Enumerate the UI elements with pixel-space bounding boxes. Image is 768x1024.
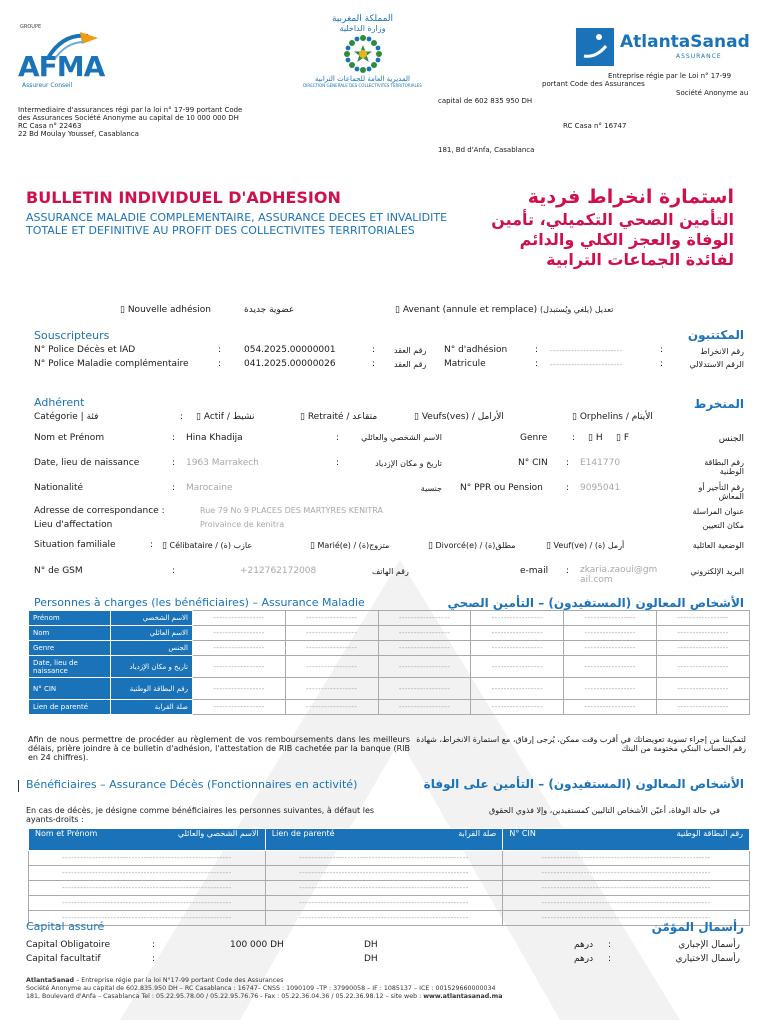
afma-legal-line: 22 Bd Moulay Youssef, Casablanca <box>18 130 139 138</box>
atlantasanad-sub: ASSURANCE <box>676 53 722 60</box>
checkbox-icon[interactable]: ▯ <box>120 305 125 315</box>
matricule-label: Matricule <box>444 359 486 369</box>
adherent-title-ar: المنخرط <box>693 397 744 411</box>
afma-logo <box>18 24 108 90</box>
beneficiaires-cell[interactable]: -------------------------------------------------------- <box>503 911 750 926</box>
charges-cell[interactable]: ----------------- <box>285 641 378 656</box>
footer-brand: AtlantaSanad <box>26 977 75 984</box>
afma-legal-info <box>18 106 288 138</box>
beneficiaires-cell[interactable]: -------------------------------------------------------- <box>265 896 503 911</box>
atlanta-legal-6: 181, Bd d'Anfa, Casablanca <box>438 146 535 154</box>
colon: : <box>172 458 176 468</box>
afma-groupe-label: GROUPE <box>20 24 42 30</box>
charges-row-label-ar: تاريخ و مكان الإزدياد <box>111 656 193 678</box>
charges-cell[interactable]: ----------------- <box>564 656 657 678</box>
charges-row <box>29 678 750 700</box>
genre-label: Genre <box>520 433 548 443</box>
affectation-label: Lieu d'affectation <box>34 520 113 530</box>
souscripteurs-title: Souscripteurs <box>34 329 110 342</box>
checkbox-icon[interactable]: ▯ <box>162 541 167 551</box>
beneficiaires-title: Bénéficiaires – Assurance Décès (Fonctionnaires en activité) <box>26 778 358 791</box>
afma-legal-line: RC Casa n° 22463 <box>18 122 82 130</box>
categorie-retraite-option[interactable] <box>300 412 377 422</box>
ministry-ar-line2: وزارة الداخلية <box>339 24 386 33</box>
charges-row-label: Lien de parenté <box>29 700 111 715</box>
adresse-ar: عنوان المراسلة <box>692 507 744 516</box>
charges-title-ar: الأشخاص المعالون (المستفيدون) – التأمين الصحي <box>447 596 744 610</box>
marie-label: Marié(e) / (ة)متزوج <box>317 541 390 550</box>
ppr-value[interactable]: 9095041 <box>580 483 621 493</box>
colon: : <box>180 412 184 422</box>
footer <box>26 977 746 1001</box>
checkbox-icon[interactable]: ▯ <box>395 305 400 315</box>
charges-cell[interactable]: ----------------- <box>471 626 564 641</box>
checkbox-icon[interactable]: ▯ <box>572 412 577 422</box>
capital-facult-dirham: درهم <box>574 954 594 964</box>
colon: : <box>608 954 612 964</box>
charges-cell[interactable]: ----------------- <box>378 678 471 700</box>
celibataire-label: Célibataire / (ة) عازب <box>169 541 253 550</box>
naissance-label: Date, lieu de naissance <box>34 458 140 468</box>
beneficiaires-cell[interactable]: -------------------------------------------------------- <box>265 851 503 866</box>
charges-cell[interactable]: ----------------- <box>285 700 378 715</box>
section-marker <box>18 780 19 792</box>
charges-row-label: Genre <box>29 641 111 656</box>
charges-row-label-ar: الاسم العائلي <box>111 626 193 641</box>
charges-cell[interactable]: ----------------- <box>193 626 286 641</box>
subtitle-ar: التأمين الصحي التكميلي، تأمين الوفاة والعجز الكلي والدائم لفائدة الجماعات الترابية <box>491 210 734 269</box>
charges-cell[interactable]: ----------------- <box>285 656 378 678</box>
colon: : <box>572 433 576 443</box>
souscripteurs-title-ar: المكتتبون <box>687 328 744 342</box>
charges-cell[interactable]: ----------------- <box>285 611 378 626</box>
footer-line-2: Société Anonyme au capital de 602.835.950 DH – RC Casablanca : 16747– CNSS : 1090109 –TP : 37990058 – IF : 1085137 – ICE : 001529660000034 <box>26 985 496 992</box>
capital-oblig-dh: DH <box>364 940 378 950</box>
nouvelle-adhesion-ar: عضوية جديدة <box>244 305 295 315</box>
colon: : <box>218 359 222 369</box>
colon: : <box>336 433 340 443</box>
categorie-veufs-option[interactable] <box>414 412 504 422</box>
categorie-orphelins-option[interactable] <box>572 412 653 422</box>
rib-note-fr: Afin de nous permettre de procéder au règlement de vos remboursements dans les meilleurs délais, prière joindre à ce bulletin d'adhésion, l'attestation de RIB cachetée par la banque (RIB en 24 chiffres). <box>28 735 410 762</box>
ppr-label: N° PPR ou Pension <box>460 483 543 493</box>
ppr-ar: رقم التأجير أو المعاش <box>698 483 744 501</box>
charges-row-label: Prénom <box>29 611 111 626</box>
colon: : <box>150 540 154 550</box>
nationalite-value[interactable]: Marocaine <box>186 483 233 493</box>
checkbox-icon[interactable]: ▯ <box>300 412 305 422</box>
checkbox-icon[interactable]: ▯ <box>588 433 593 443</box>
col-nom-ar: الاسم الشخصي والعائلي <box>177 829 259 838</box>
genre-f-option[interactable] <box>616 433 629 443</box>
charges-cell[interactable]: ----------------- <box>471 641 564 656</box>
charges-cell[interactable]: ----------------- <box>657 656 750 678</box>
colon: : <box>336 458 340 468</box>
capital-oblig-dirham: درهم <box>574 940 594 950</box>
charges-table <box>28 610 750 715</box>
retraite-label: Retraité / متقاعد <box>307 412 378 422</box>
adhesion-number-field[interactable]: ------------------------ <box>550 347 623 355</box>
cin-ar: رقم البطاقة الوطنية <box>704 458 744 476</box>
naissance-ar: تاريخ و مكان الإزدياد <box>375 459 442 468</box>
raqm-aqd-ar-2: رقم العقد <box>394 360 427 369</box>
star-emblem-icon <box>343 34 383 74</box>
charges-cell[interactable]: ----------------- <box>657 641 750 656</box>
charges-cell[interactable]: ----------------- <box>378 611 471 626</box>
ministry-logo <box>290 14 435 96</box>
nouvelle-adhesion-option[interactable] <box>120 305 211 315</box>
atlanta-legal-4: capital de 602 835 950 DH <box>438 97 533 105</box>
colon: : <box>660 359 664 369</box>
atlantasanad-mark-icon <box>576 28 614 66</box>
charges-cell[interactable]: ----------------- <box>193 641 286 656</box>
email-value[interactable]: zkaria.zaoui@gmail.com <box>580 565 658 585</box>
beneficiaires-cell[interactable]: -------------------------------------------------------- <box>29 851 266 866</box>
charges-cell[interactable]: ----------------- <box>564 611 657 626</box>
genre-f-label: F <box>623 433 630 443</box>
footer-line-3 <box>26 993 746 1001</box>
nom-ar: الاسم الشخصي والعائلي <box>361 433 442 442</box>
footer-website-link[interactable]: www.atlantasanad.ma <box>423 993 503 1000</box>
charges-cell[interactable]: ----------------- <box>378 626 471 641</box>
footer-line-3-text: 181, Boulevard d'Anfa – Casablanca Tel : 05.22.95.78.00 / 05.22.95.76.76 - Fax : 05.22.36.04.36 / 05.22.36.98.12 – site web : <box>26 993 424 1000</box>
colon: : <box>218 345 222 355</box>
charges-row-label: N° CIN <box>29 678 111 700</box>
beneficiaires-table <box>28 828 750 926</box>
col-cin <box>503 829 750 851</box>
genre-ar: الجنس <box>718 434 744 444</box>
capital-oblig-ar: رأسمال الإجباري <box>678 940 740 950</box>
beneficiaires-cell[interactable]: -------------------------------------------------------- <box>265 911 503 926</box>
checkbox-icon[interactable]: ▯ <box>196 412 201 422</box>
atlanta-legal-1: Entreprise régie par le Loi n° 17-99 <box>608 72 732 80</box>
atlantasanad-name: AtlantaSanad <box>620 32 750 52</box>
avenant-label: Avenant (annule et remplace) <box>402 305 538 315</box>
charges-row <box>29 656 750 678</box>
charges-row-label-ar: الجنس <box>111 641 193 656</box>
capital-facult-ar: رأسمال الاختياري <box>675 954 740 964</box>
situation-label: Situation familiale <box>34 540 116 550</box>
situation-ar: الوضعية العائلية <box>692 541 744 550</box>
charges-cell[interactable]: ----------------- <box>285 678 378 700</box>
beneficiaires-cell[interactable]: -------------------------------------------------------- <box>265 881 503 896</box>
beneficiaires-row <box>29 851 750 866</box>
colon: : <box>566 458 570 468</box>
charges-cell[interactable]: ----------------- <box>471 611 564 626</box>
charges-row-label-ar: صلة القرابة <box>111 700 193 715</box>
orphelins-label: Orphelins / الأيتام <box>579 412 653 422</box>
situation-divorce-option[interactable] <box>428 541 516 551</box>
checkbox-icon[interactable]: ▯ <box>428 541 433 551</box>
police-deces-value: 054.2025.00000001 <box>244 345 336 355</box>
footer-line-1-text: – Entreprise régie par la loi N°17-99 portant Code des Assurances <box>74 977 284 984</box>
title-fr: BULLETIN INDIVIDUEL D'ADHESION <box>26 188 341 207</box>
checkbox-icon[interactable]: ▯ <box>546 541 551 551</box>
charges-row-label-ar: رقم البطاقة الوطنية <box>111 678 193 700</box>
rib-note-ar: لتمكيننا من إجراء تسوية تعويضاتك في أقرب وقت ممكن، يُرجى إرفاق، مع استمارة الانخراط، شهادة رقم الحساب البنكي مختومة من البنك <box>416 735 746 753</box>
beneficiaires-cell[interactable]: -------------------------------------------------------- <box>29 896 266 911</box>
cin-value[interactable]: E141770 <box>580 458 621 468</box>
gsm-label: N° de GSM <box>34 566 83 576</box>
charges-cell[interactable]: ----------------- <box>193 611 286 626</box>
capital-oblig-label: Capital Obligatoire <box>26 940 111 950</box>
beneficiaires-intro-fr: En cas de décès, je désigne comme bénéficiaires les personnes suivantes, à défaut les ayants-droits : <box>26 806 375 824</box>
adresse-label: Adresse de correspondance : <box>34 506 165 516</box>
adhesion-number-label: N° d'adhésion <box>444 345 508 355</box>
atlanta-legal-2: portant Code des Assurances <box>542 80 645 88</box>
beneficiaires-cell[interactable]: -------------------------------------------------------- <box>265 866 503 881</box>
actif-label: Actif / نشيط <box>203 412 255 422</box>
ministry-ar-line1: المملكة المغربية <box>331 14 394 24</box>
capital-facult-label: Capital facultatif <box>26 954 101 964</box>
col-nom-fr: Nom et Prénom <box>35 829 98 838</box>
checkbox-icon[interactable]: ▯ <box>310 541 315 551</box>
beneficiaires-cell[interactable]: -------------------------------------------------------- <box>29 881 266 896</box>
charges-cell[interactable]: ----------------- <box>285 626 378 641</box>
charges-cell[interactable]: ----------------- <box>193 700 286 715</box>
charges-cell[interactable]: ----------------- <box>471 656 564 678</box>
charges-cell[interactable]: ----------------- <box>471 678 564 700</box>
colon: : <box>172 566 176 576</box>
nom-label: Nom et Prénom <box>34 433 105 443</box>
nouvelle-adhesion-label: Nouvelle adhésion <box>127 305 211 315</box>
charges-cell[interactable]: ----------------- <box>564 700 657 715</box>
col-nom-prenom <box>29 829 266 851</box>
charges-cell[interactable]: ----------------- <box>657 611 750 626</box>
charges-cell[interactable]: ----------------- <box>378 641 471 656</box>
charges-row <box>29 611 750 626</box>
situation-celibataire-option[interactable] <box>162 541 252 551</box>
charges-cell[interactable]: ----------------- <box>657 678 750 700</box>
gsm-ar: رقم الهاتف <box>372 567 409 576</box>
beneficiaires-cell[interactable]: -------------------------------------------------------- <box>503 881 750 896</box>
avenant-option[interactable] <box>395 305 613 315</box>
matricule-field[interactable]: ------------------------ <box>550 361 623 369</box>
adresse-value[interactable]: Rue 79 No 9 PLACES DES MARTYRES KENITRA <box>200 506 384 515</box>
colon: : <box>172 433 176 443</box>
nom-value[interactable]: Hina Khadija <box>186 433 243 443</box>
charges-cell[interactable]: ----------------- <box>564 641 657 656</box>
charges-row-label-ar: الاسم الشخصي <box>111 611 193 626</box>
affectation-ar: مكان التعيين <box>702 521 744 530</box>
charges-row <box>29 700 750 715</box>
col-lien-ar: صلة القرابة <box>458 829 497 838</box>
afma-legal-line: des Assurances Société Anonyme au capital de 10 000 000 DH <box>18 114 239 122</box>
title-ar: استمارة انخراط فردية <box>527 186 734 208</box>
situation-veuf-option[interactable] <box>546 541 624 551</box>
col-lien-parente <box>265 829 503 851</box>
colon: : <box>152 954 156 964</box>
charges-row <box>29 626 750 641</box>
charges-title: Personnes à charges (les bénéficiaires) – Assurance Maladie <box>34 596 365 609</box>
beneficiaires-cell[interactable]: -------------------------------------------------------- <box>29 866 266 881</box>
colon: : <box>608 940 612 950</box>
beneficiaires-cell[interactable]: -------------------------------------------------------- <box>29 911 266 926</box>
ministry-ar-line3: المديرية العامة للجماعات الترابية <box>315 75 410 83</box>
nationalite-ar: جنسية <box>420 484 442 493</box>
capital-facult-dh: DH <box>364 954 378 964</box>
charges-cell[interactable]: ----------------- <box>471 700 564 715</box>
beneficiaires-cell[interactable]: -------------------------------------------------------- <box>503 851 750 866</box>
beneficiaires-title-ar: الأشخاص المعالون (المستفيدون) – التأمين على الوفاة <box>423 777 744 791</box>
police-maladie-value: 041.2025.00000026 <box>244 359 336 369</box>
colon: : <box>372 359 376 369</box>
colon: : <box>535 359 539 369</box>
atlanta-legal-3: Société Anonyme au <box>676 89 749 97</box>
col-lien-fr: Lien de parenté <box>271 829 335 838</box>
categorie-label: Catégorie | فئة <box>34 412 99 422</box>
colon: : <box>152 940 156 950</box>
matricule-ar: الرقم الاستدلالي <box>689 360 744 369</box>
atlanta-legal-5: RC Casa n° 16747 <box>563 122 627 130</box>
veuf-label: Veuf(ve) / (ة) أرمل <box>553 541 625 550</box>
checkbox-icon[interactable]: ▯ <box>616 433 621 443</box>
charges-cell[interactable]: ----------------- <box>378 700 471 715</box>
categorie-actif-option[interactable] <box>196 412 255 422</box>
email-ar: البريد الإلكتروني <box>690 567 744 576</box>
beneficiaires-row <box>29 866 750 881</box>
checkbox-icon[interactable]: ▯ <box>414 412 419 422</box>
beneficiaires-cell[interactable]: -------------------------------------------------------- <box>503 896 750 911</box>
raqm-aqd-ar: رقم العقد <box>394 346 427 355</box>
colon: : <box>372 345 376 355</box>
beneficiaires-row <box>29 896 750 911</box>
colon: : <box>535 345 539 355</box>
police-maladie-label: N° Police Maladie complémentaire <box>34 359 189 369</box>
afma-logo-text: AFMA <box>18 50 105 83</box>
police-deces-label: N° Police Décès et IAD <box>34 345 136 355</box>
colon: : <box>172 483 176 493</box>
veufs-label: Veufs(ves) / الأرامل <box>421 412 504 422</box>
capital-oblig-value: 100 000 DH <box>230 940 284 950</box>
gsm-value[interactable]: +212762172008 <box>240 566 317 576</box>
nationalite-label: Nationalité <box>34 483 84 493</box>
situation-marie-option[interactable] <box>310 541 389 551</box>
charges-cell[interactable]: ----------------- <box>564 678 657 700</box>
charges-row <box>29 641 750 656</box>
affectation-value[interactable]: Proivaince de kenitra <box>200 520 285 529</box>
ministry-fr-line: DIRECTION GENERALE DES COLLECTIVITES TERRITORIALES <box>303 83 422 88</box>
col-cin-fr: N° CIN <box>509 829 536 838</box>
adhesion-number-ar: رقم الانخراط <box>700 347 744 356</box>
colon: : <box>566 483 570 493</box>
avenant-ar: تعديل (يلغي ويُستبدل) <box>540 305 614 314</box>
charges-cell[interactable]: ----------------- <box>657 700 750 715</box>
genre-h-label: H <box>595 433 603 443</box>
subtitle-fr: ASSURANCE MALADIE COMPLEMENTAIRE, ASSURANCE DECES ET INVALIDITE TOTALE ET DEFINITIVE AU PROFIT DES COLLECTIVITES TERRITORIALES <box>26 211 448 237</box>
colon: : <box>566 566 570 576</box>
charges-cell[interactable]: ----------------- <box>657 626 750 641</box>
charges-cell[interactable]: ----------------- <box>378 656 471 678</box>
beneficiaires-row <box>29 881 750 896</box>
col-cin-ar: رقم البطاقة الوطنية <box>676 829 743 838</box>
charges-row-label: Date, lieu de naissance <box>29 656 111 678</box>
atlantasanad-logo <box>576 28 750 68</box>
divorce-label: Divorcé(e) / (ة)مطلق <box>435 541 516 550</box>
colon: : <box>660 345 664 355</box>
beneficiaires-cell[interactable]: -------------------------------------------------------- <box>503 866 750 881</box>
naissance-value[interactable]: 1963 Marrakech <box>186 458 259 468</box>
footer-line-1 <box>26 977 746 985</box>
beneficiaires-intro-ar: في حالة الوفاة، أعيّن الأشخاص التاليين كمستفيدين، وإلا فذوي الحقوق <box>489 806 720 815</box>
capital-title: Capital assuré <box>26 920 105 933</box>
email-label: e-mail <box>520 566 549 576</box>
cin-label: N° CIN <box>518 458 548 468</box>
charges-cell[interactable]: ----------------- <box>193 678 286 700</box>
capital-title-ar: رأسمال المؤمّن <box>651 920 744 934</box>
charges-cell[interactable]: ----------------- <box>193 656 286 678</box>
adherent-title: Adhérent <box>34 396 85 409</box>
afma-legal-line: Intermediaire d'assurances régi par la loi n° 17-99 portant Code <box>18 106 243 114</box>
charges-row-label: Nom <box>29 626 111 641</box>
afma-tagline: Assureur Conseil <box>22 82 73 89</box>
charges-cell[interactable]: ----------------- <box>564 626 657 641</box>
genre-h-option[interactable] <box>588 433 603 443</box>
